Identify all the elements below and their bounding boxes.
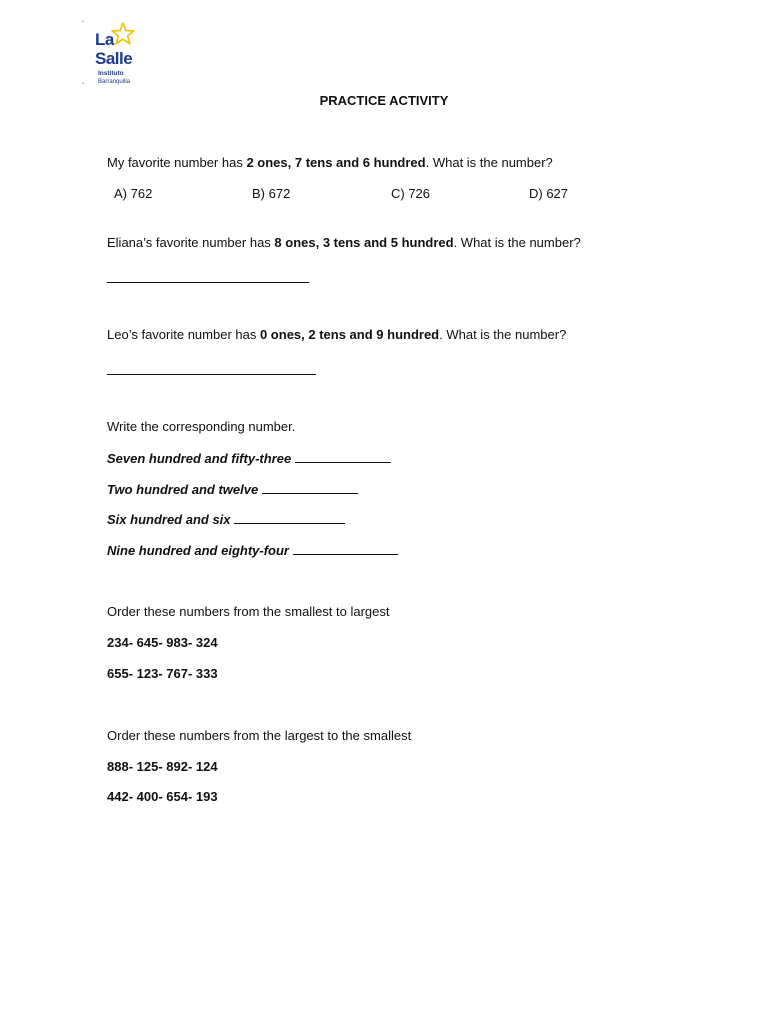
- question-2-emphasis: 8 ones, 3 tens and 5 hundred: [274, 235, 454, 250]
- question-1-emphasis: 2 ones, 7 tens and 6 hundred: [246, 155, 426, 170]
- answer-line-3[interactable]: [107, 360, 316, 375]
- corner-mark: ´: [82, 20, 85, 29]
- number-sequence: 655- 123- 767- 333: [107, 666, 218, 681]
- number-word-answer-line[interactable]: [295, 451, 391, 463]
- number-word-item: [107, 543, 398, 558]
- number-sequence: 888- 125- 892- 124: [107, 759, 218, 774]
- instruction-order-ascending: Order these numbers from the smallest to largest: [107, 604, 390, 619]
- question-1: [107, 155, 553, 170]
- instruction-order-descending: Order these numbers from the largest to the smallest: [107, 728, 412, 743]
- number-word-text: Seven hundred and fifty-three: [107, 451, 292, 466]
- option-d: D) 627: [529, 186, 569, 201]
- number-word-answer-line[interactable]: [293, 543, 398, 555]
- option-b: B) 672: [252, 186, 291, 201]
- number-word-text: Nine hundred and eighty-four: [107, 543, 289, 558]
- question-3-emphasis: 0 ones, 2 tens and 9 hundred: [259, 327, 440, 342]
- question-2: [107, 235, 581, 250]
- number-word-answer-line[interactable]: [262, 482, 358, 494]
- question-2-suffix: . What is the number?: [453, 235, 581, 250]
- number-word-item: [107, 512, 345, 527]
- corner-mark: `: [82, 82, 85, 91]
- instruction-write-number: Write the corresponding number.: [107, 419, 296, 434]
- question-3: [107, 327, 566, 342]
- number-sequence: 442- 400- 654- 193: [107, 789, 218, 804]
- question-2-prefix: Eliana’s favorite number has: [107, 235, 275, 250]
- number-word-text: Two hundred and twelve: [107, 482, 259, 497]
- logo-text-city: Barranquilla: [98, 79, 131, 85]
- question-3-suffix: . What is the number?: [439, 327, 567, 342]
- question-1-suffix: . What is the number?: [425, 155, 553, 170]
- number-word-answer-line[interactable]: [234, 512, 345, 524]
- page-title: PRACTICE ACTIVITY: [319, 93, 449, 108]
- logo-text-la: La: [95, 30, 114, 49]
- option-a: A) 762: [114, 186, 153, 201]
- answer-line-2[interactable]: [107, 268, 309, 283]
- star-icon: [111, 22, 135, 46]
- question-3-prefix: Leo’s favorite number has: [107, 327, 260, 342]
- option-c: C) 726: [391, 186, 431, 201]
- number-word-item: [107, 482, 358, 497]
- logo-text-salle: Salle: [95, 49, 133, 68]
- number-word-text: Six hundred and six: [107, 512, 231, 527]
- number-sequence: 234- 645- 983- 324: [107, 635, 218, 650]
- question-1-prefix: My favorite number has: [107, 155, 247, 170]
- number-word-item: [107, 451, 391, 466]
- logo-text-instituto: Instituto: [98, 70, 124, 77]
- school-logo: [82, 20, 142, 92]
